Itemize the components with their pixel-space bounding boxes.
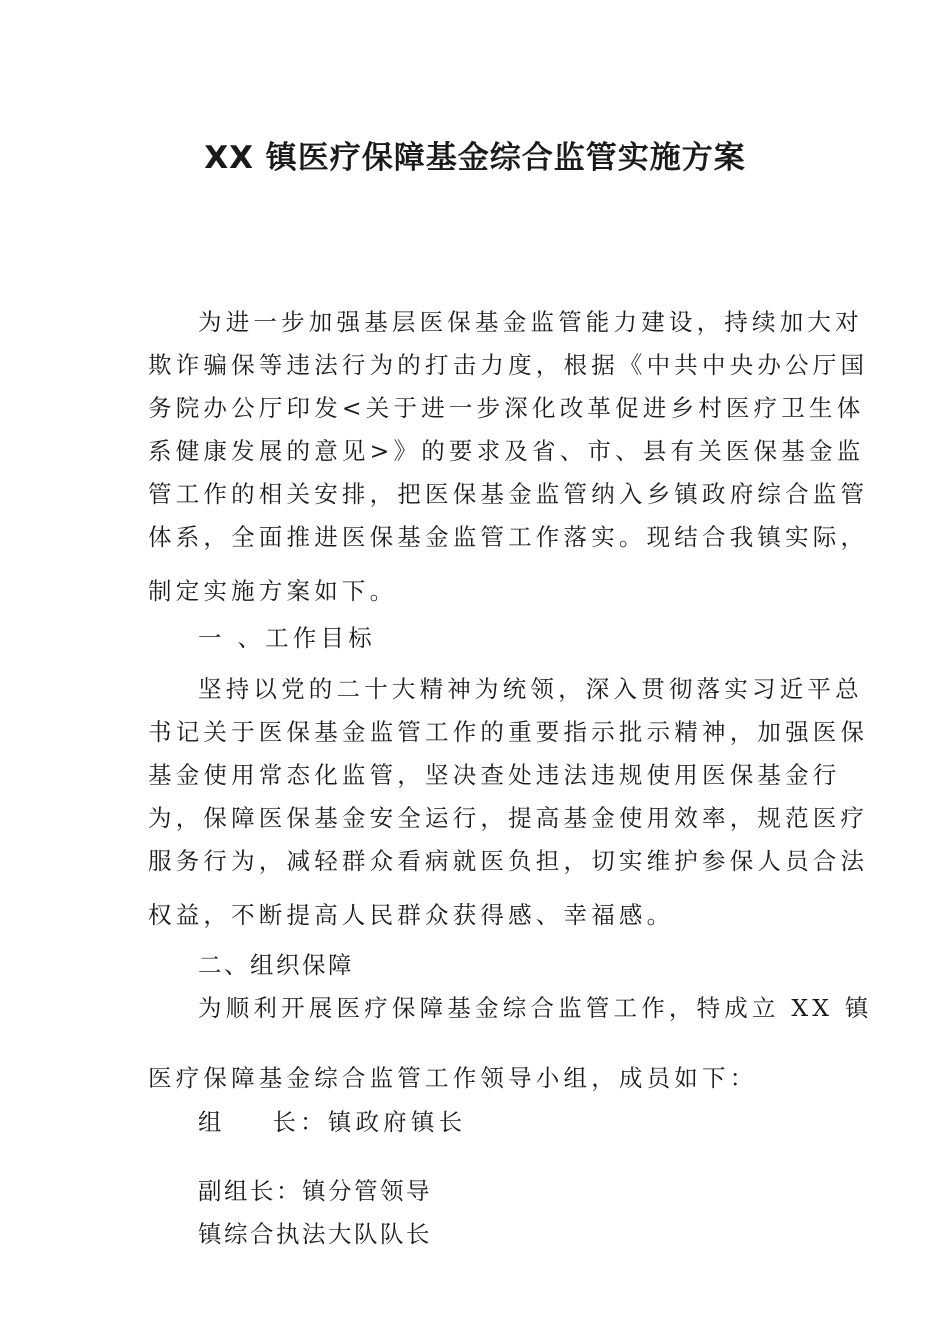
paragraph-3-line-1: 为顺利开展医疗保障基金综合监管工作，特成立 XX 镇 [198,994,873,1022]
member-enforcement-captain: 镇综合执法大队队长 [198,1220,432,1248]
paragraph-1-line-1: 为进一步加强基层医保基金监管能力建设，持续加大对 [198,308,863,336]
section-heading-organization: 二、组织保障 [198,951,354,979]
member-leader: 组 长：镇政府镇长 [198,1108,467,1136]
paragraph-2-line-1: 坚持以党的二十大精神为统领，深入贯彻落实习近平总 [198,675,863,703]
paragraph-2-line-4: 为，保障医保基金安全运行，提高基金使用效率，规范医疗 [148,804,869,832]
paragraph-2-line-2: 书记关于医保基金监管工作的重要指示批示精神，加强医保 [148,718,869,746]
paragraph-1-line-2: 欺诈骗保等违法行为的打击力度，根据《中共中央办公厅国 [148,351,869,379]
section-heading-work-goal: 一 、工作目标 [198,624,376,652]
document-title: XX 镇医疗保障基金综合监管实施方案 [204,140,746,176]
paragraph-1-line-5: 管工作的相关安排，把医保基金监管纳入乡镇政府综合监管 [148,480,869,508]
paragraph-2-line-5: 服务行为，减轻群众看病就医负担，切实维护参保人员合法 [148,847,869,875]
paragraph-3-line-2: 医疗保障基金综合监管工作领导小组，成员如下： [148,1064,758,1092]
member-deputy-leader: 副组长：镇分管领导 [198,1177,432,1205]
paragraph-1-line-6: 体系，全面推进医保基金监管工作落实。现结合我镇实际， [148,523,869,551]
paragraph-1-line-7: 制定实施方案如下。 [148,577,398,605]
paragraph-1-line-3: 务院办公厅印发<关于进一步深化改革促进乡村医疗卫生体 [148,394,865,422]
paragraph-2-line-6: 权益，不断提高人民群众获得感、幸福感。 [148,901,675,929]
paragraph-1-line-4: 系健康发展的意见>》的要求及省、市、县有关医保基金监 [148,437,865,465]
paragraph-2-line-3: 基金使用常态化监管，坚决查处违法违规使用医保基金行 [148,761,841,789]
